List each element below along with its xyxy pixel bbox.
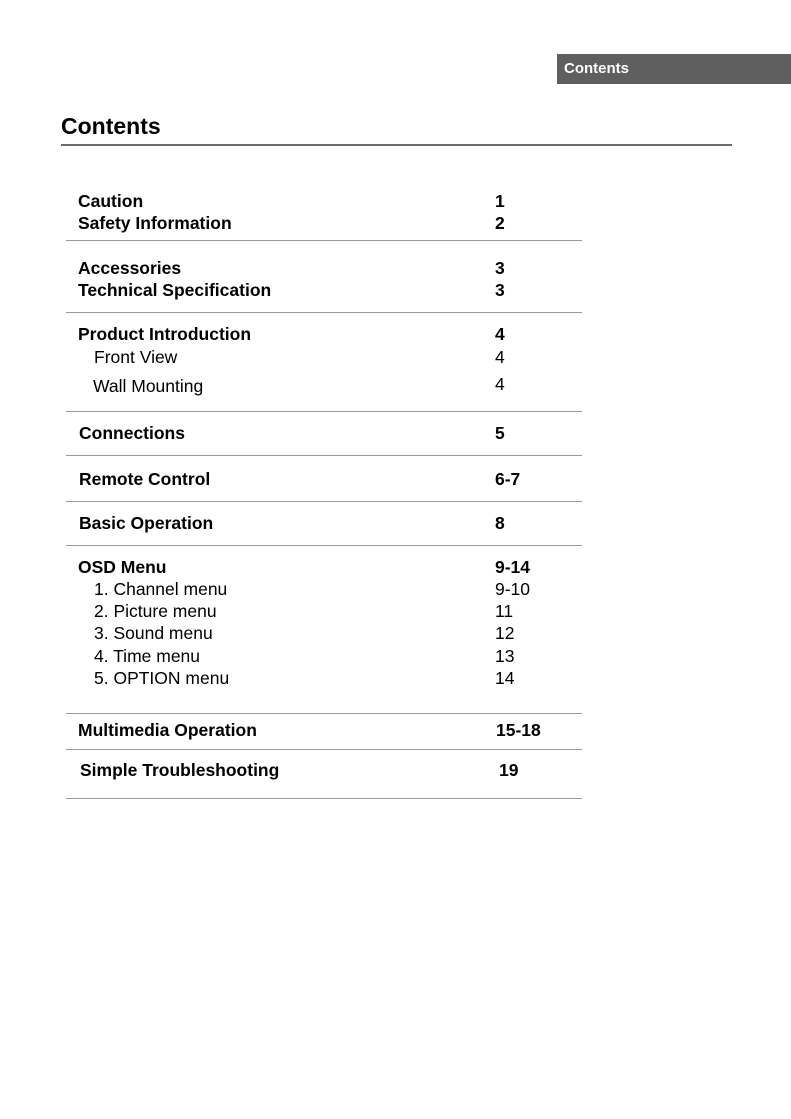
toc-label-simple-troubleshooting[interactable]: Simple Troubleshooting xyxy=(80,760,280,780)
toc-page: 4 xyxy=(495,347,505,367)
toc-label-multimedia-operation[interactable]: Multimedia Operation xyxy=(78,720,257,740)
toc-label-front-view[interactable]: Front View xyxy=(94,347,178,367)
divider xyxy=(66,455,582,456)
toc-page: 13 xyxy=(495,646,515,666)
page-title: Contents xyxy=(61,113,161,139)
section-tab: Contents xyxy=(557,54,791,84)
divider xyxy=(66,501,582,502)
toc-page: 2 xyxy=(495,213,505,233)
toc-label-sound-menu[interactable]: 3. Sound menu xyxy=(94,623,213,643)
divider xyxy=(66,798,582,799)
toc-page: 9-10 xyxy=(495,579,531,599)
toc-label-connections[interactable]: Connections xyxy=(79,423,185,443)
toc-page: 8 xyxy=(495,513,505,533)
toc-label-caution[interactable]: Caution xyxy=(78,191,144,211)
toc-page: 4 xyxy=(495,374,505,394)
divider xyxy=(66,312,582,313)
toc-label-option-menu[interactable]: 5. OPTION menu xyxy=(94,668,230,688)
toc-page: 19 xyxy=(499,760,519,780)
toc-label-picture-menu[interactable]: 2. Picture menu xyxy=(94,601,217,621)
toc-page: 4 xyxy=(495,324,505,344)
toc-page: 12 xyxy=(495,623,515,643)
divider xyxy=(66,240,582,241)
toc-page: 9-14 xyxy=(495,557,531,577)
toc-label-technical-specification[interactable]: Technical Specification xyxy=(78,280,272,300)
toc-page: 11 xyxy=(495,601,514,621)
toc-label-safety[interactable]: Safety Information xyxy=(78,213,232,233)
toc-page: 6-7 xyxy=(495,469,521,489)
toc-page: 1 xyxy=(495,191,505,211)
toc-page: 3 xyxy=(495,258,505,278)
toc-label-remote-control[interactable]: Remote Control xyxy=(79,469,211,489)
toc-page: 15-18 xyxy=(496,720,541,740)
toc-page: 14 xyxy=(495,668,515,688)
toc-label-wall-mounting[interactable]: Wall Mounting xyxy=(93,376,204,396)
title-divider xyxy=(61,144,732,146)
toc-label-time-menu[interactable]: 4. Time menu xyxy=(94,646,201,666)
toc-label-osd-menu[interactable]: OSD Menu xyxy=(78,557,167,577)
toc-label-basic-operation[interactable]: Basic Operation xyxy=(79,513,214,533)
toc-label-channel-menu[interactable]: 1. Channel menu xyxy=(94,579,228,599)
divider xyxy=(66,545,582,546)
toc-page: 5 xyxy=(495,423,505,443)
toc-label-accessories[interactable]: Accessories xyxy=(78,258,182,278)
divider xyxy=(66,713,582,714)
divider xyxy=(66,749,582,750)
toc-label-product-introduction[interactable]: Product Introduction xyxy=(78,324,252,344)
toc-page: 3 xyxy=(495,280,505,300)
divider xyxy=(66,411,582,412)
